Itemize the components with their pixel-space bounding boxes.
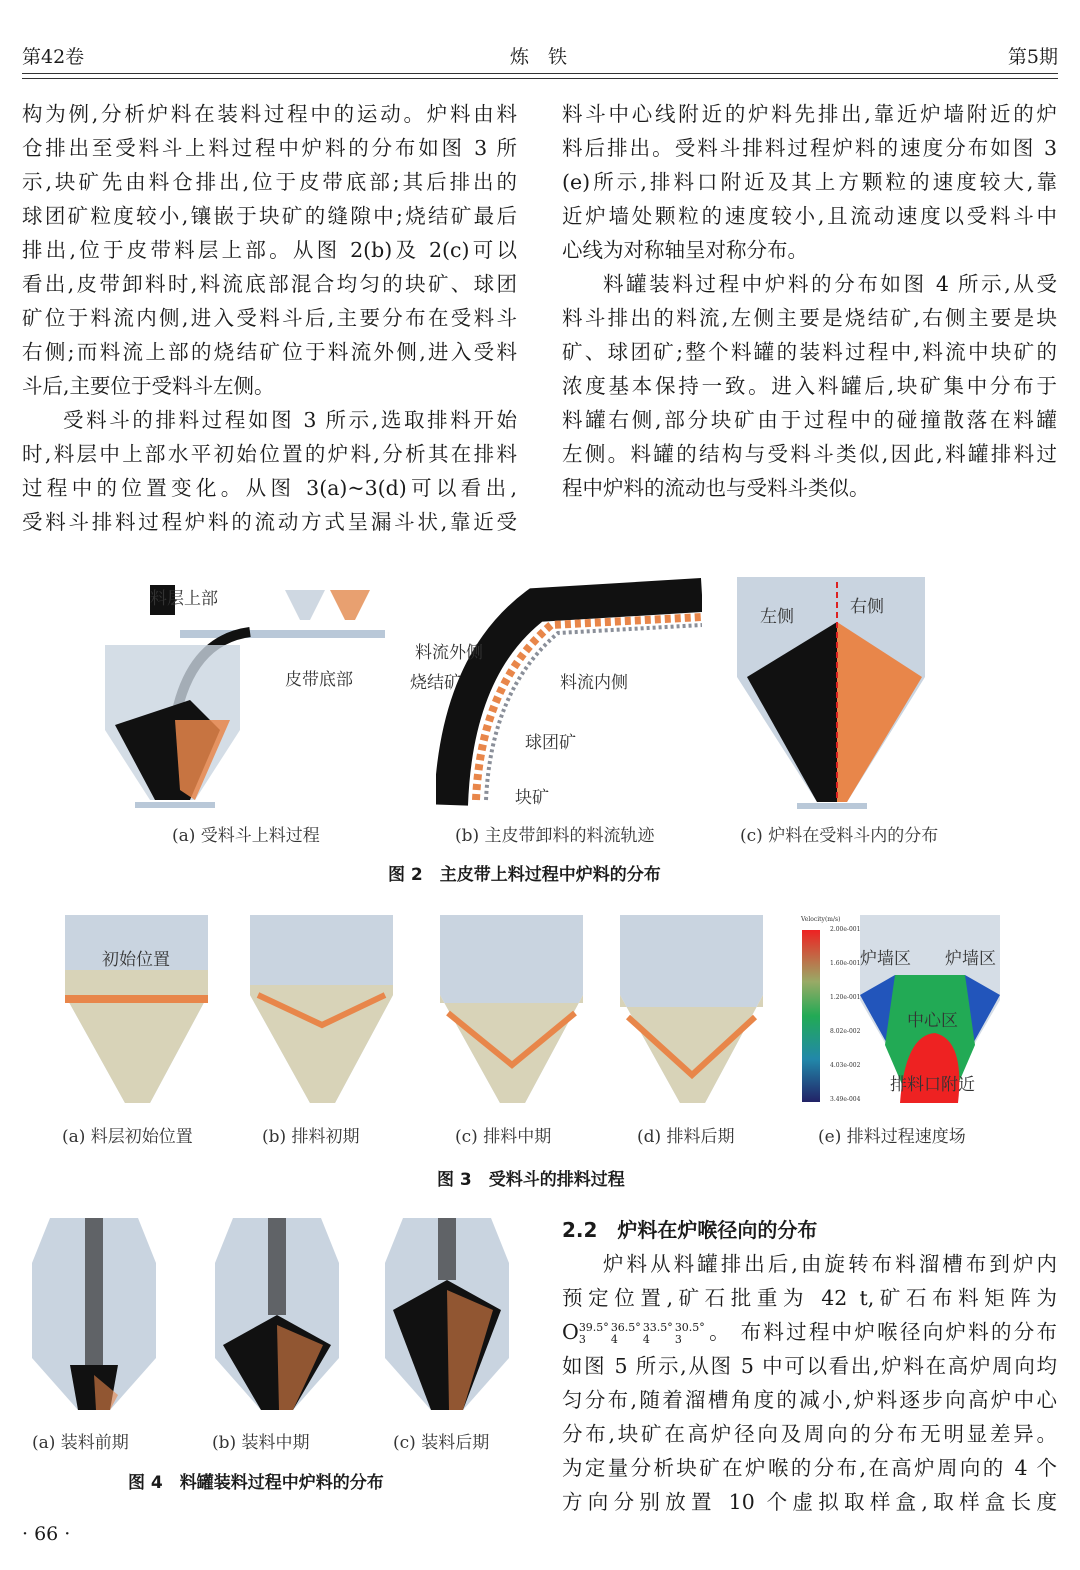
label-wall-zone-left: 炉墙区 [860, 949, 911, 969]
text-line: 料斗排出的料流,左侧主要是烧结矿,右侧主要是块 [562, 306, 1057, 330]
fig4-panel [30, 1218, 158, 1413]
text-line: 分布,块矿在高炉径向及周向的分布无明显差异。 [562, 1422, 1057, 1446]
text-line: 矿、球团矿;整个料罐的装料过程中,料流中块矿的 [562, 340, 1057, 364]
text-line: 时,料层中上部水平初始位置的炉料,分析其在排料 [22, 442, 517, 466]
text-line: 浓度基本保持一致。进入料罐后,块矿集中分布于 [562, 374, 1057, 398]
section-heading: 2.2 炉料在炉喉径向的分布 [562, 1218, 818, 1242]
legend-tick: 1.20e-001 [830, 994, 861, 1001]
text-line: 料罐右侧,部分块矿由于过程中的碰撞散落在料罐 [562, 408, 1057, 432]
text-line: 斗后,主要位于受料斗左侧。 [22, 374, 275, 398]
text-line: 过程中的位置变化。从图 3(a)~3(d)可以看出, [22, 476, 517, 500]
legend-tick: 3.49e-004 [830, 1096, 861, 1103]
fig3d-caption: (d) 排料后期 [637, 1127, 735, 1147]
text-line: 受料斗排料过程炉料的流动方式呈漏斗状,靠近受 [22, 510, 517, 534]
text-line: 预定位置,矿石批重为 42 t,矿石布料矩阵为 [562, 1286, 1057, 1310]
text-line: 构为例,分析炉料在装料过程中的运动。炉料由料 [22, 102, 517, 126]
fig2a-caption: (a) 受料斗上料过程 [172, 826, 320, 846]
issue-label: 第5期 [1007, 46, 1058, 68]
text-line: 仓排出至受料斗上料过程中炉料的分布如图 3 所 [22, 136, 517, 160]
fig2-title: 图 2 主皮带上料过程中炉料的分布 [388, 865, 661, 885]
label-center-zone: 中心区 [907, 1011, 958, 1031]
page-number: · 66 · [22, 1523, 71, 1545]
text-line: 示,块矿先由料仓排出,位于皮带底部;其后排出的 [22, 170, 517, 194]
legend-tick: 4.03e-002 [830, 1062, 861, 1069]
fig3-panel [65, 915, 210, 1105]
label-lump-ore: 块矿 [515, 788, 549, 808]
fig4c-caption: (c) 装料后期 [393, 1433, 490, 1453]
fig4-title: 图 4 料罐装料过程中炉料的分布 [128, 1473, 384, 1493]
label-right-side: 右侧 [850, 597, 884, 617]
fig3a-caption: (a) 料层初始位置 [62, 1127, 193, 1147]
label-layer-top: 料层上部 [150, 589, 218, 609]
text-line: 料斗中心线附近的炉料先排出,靠近炉墙附近的炉 [562, 102, 1057, 126]
text-line: 程中炉料的流动也与受料斗类似。 [562, 476, 870, 500]
legend-tick: 1.60e-001 [830, 960, 861, 967]
text-line: 右侧;而料流上部的烧结矿位于料流外侧,进入受料 [22, 340, 517, 364]
legend-tick: 8.02e-002 [830, 1028, 861, 1035]
fig2c-caption: (c) 炉料在受料斗内的分布 [740, 826, 939, 846]
text-line: 匀分布,随着溜槽角度的减小,炉料逐步向高炉中心 [562, 1388, 1057, 1412]
text-line: 方向分别放置 10 个虚拟取样盒,取样盒长度 [562, 1490, 1057, 1514]
fig3-panel [440, 915, 585, 1105]
fig3-panel [620, 915, 765, 1105]
fig3c-caption: (c) 排料中期 [455, 1127, 552, 1147]
fig4-panel [213, 1218, 341, 1413]
fig4a-caption: (a) 装料前期 [32, 1433, 129, 1453]
text-line: 球团矿粒度较小,镶嵌于块矿的缝隙中;烧结矿最后 [22, 204, 517, 228]
right-column-text [562, 97, 1057, 505]
left-column-text [22, 97, 517, 539]
label-left-side: 左侧 [760, 607, 794, 627]
legend-title: Velocity(m/s) [801, 916, 841, 923]
label-outlet-zone: 排料口附近 [890, 1075, 975, 1095]
label-pellet: 球团矿 [525, 733, 576, 753]
label-sinter: 烧结矿 [410, 673, 461, 693]
volume-label: 第42卷 [22, 46, 85, 68]
journal-title: 炼 铁 [510, 46, 568, 68]
text-line: 受料斗的排料过程如图 3 所示,选取排料开始 [63, 408, 517, 432]
text-line: 如图 5 所示,从图 5 中可以看出,炉料在高炉周向均 [562, 1354, 1057, 1378]
text-line: 看出,皮带卸料时,料流底部混合均匀的块矿、球团 [22, 272, 517, 296]
fig4b-caption: (b) 装料中期 [212, 1433, 310, 1453]
fig2a-image [100, 580, 390, 815]
fig4-panel [383, 1218, 511, 1413]
label-wall-zone-right: 炉墙区 [945, 949, 996, 969]
text-line: (e)所示,排料口附近及其上方颗粒的速度较大,靠 [562, 170, 1057, 194]
formula-line: O39.5° 336.5° 433.5° 430.5° 3 。 布料过程中炉喉径向炉料的分布 [562, 1320, 1057, 1346]
text-line: 心线为对称轴呈对称分布。 [562, 238, 808, 262]
fig2b-caption: (b) 主皮带卸料的料流轨迹 [455, 826, 655, 846]
legend-tick: 2.00e-001 [830, 926, 861, 933]
label-outer-flow: 料流外侧 [415, 643, 483, 663]
text-line: 矿位于料流内侧,进入受料斗后,主要分布在受料斗 [22, 306, 517, 330]
text-line: 炉料从料罐排出后,由旋转布料溜槽布到炉内 [603, 1252, 1057, 1276]
text-line: 排出,位于皮带料层上部。从图 2(b)及 2(c)可以 [22, 238, 517, 262]
header-rule [22, 73, 1058, 74]
label-inner-flow: 料流内侧 [560, 673, 628, 693]
text-line: 为定量分析块矿在炉喉的分布,在高炉周向的 4 个 [562, 1456, 1057, 1480]
fig3e-caption: (e) 排料过程速度场 [818, 1127, 966, 1147]
text-line: 料罐装料过程中炉料的分布如图 4 所示,从受 [603, 272, 1057, 296]
fig3b-caption: (b) 排料初期 [262, 1127, 360, 1147]
header-rule [22, 78, 1058, 79]
fig3-panel [250, 915, 395, 1105]
fig3-title: 图 3 受料斗的排料过程 [437, 1170, 625, 1190]
text-line: 左侧。料罐的结构与受料斗类似,因此,料罐排料过 [562, 442, 1057, 466]
text-line: 近炉墙处颗粒的速度较小,且流动速度以受料斗中 [562, 204, 1057, 228]
label-belt-bottom: 皮带底部 [285, 670, 353, 690]
label-initial-position: 初始位置 [102, 950, 170, 970]
distribution-matrix: O39.5° 336.5° 433.5° 430.5° 3 。 [562, 1320, 732, 1346]
text-line: 料后排出。受料斗排料过程炉料的速度分布如图 3 [562, 136, 1057, 160]
section-text [562, 1247, 1057, 1519]
